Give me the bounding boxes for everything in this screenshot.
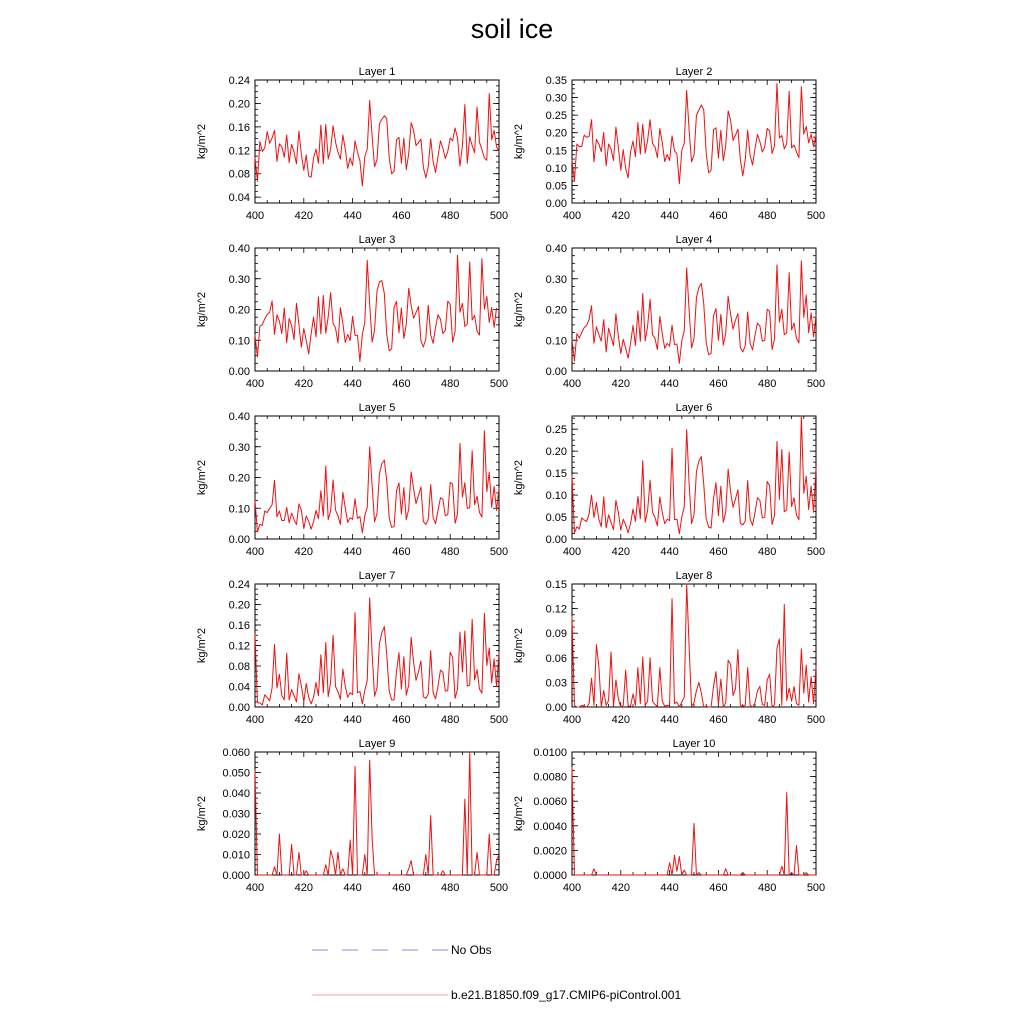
panel-9 — [196, 738, 508, 894]
y-axis-label: kg/m^2 — [513, 459, 525, 496]
panel-6 — [513, 402, 825, 558]
y-tick-label: 0.24 — [228, 579, 250, 591]
y-tick-label: 0.08 — [228, 168, 250, 181]
y-axis-label: kg/m^2 — [196, 291, 208, 328]
y-axis-label: kg/m^2 — [513, 795, 525, 832]
y-tick-label: 0.30 — [545, 273, 567, 286]
legend — [312, 943, 681, 1002]
x-tick-label: 440 — [660, 546, 679, 558]
x-tick-label: 400 — [562, 714, 582, 726]
y-tick-label: 0.00 — [545, 534, 567, 546]
panel-4 — [513, 234, 825, 390]
y-tick-label: 0.25 — [545, 110, 567, 123]
panel-title: Layer 9 — [358, 738, 396, 750]
y-tick-label: 0.10 — [228, 335, 250, 348]
x-tick-label: 500 — [806, 714, 826, 726]
x-tick-label: 400 — [562, 210, 582, 222]
x-tick-label: 400 — [562, 882, 582, 894]
panel-10 — [513, 738, 825, 894]
y-tick-label: 0.20 — [545, 127, 567, 140]
x-tick-label: 420 — [294, 882, 313, 894]
x-tick-label: 400 — [245, 378, 265, 390]
x-tick-label: 500 — [489, 714, 509, 726]
y-tick-label: 0.12 — [228, 145, 250, 158]
x-tick-label: 460 — [709, 210, 728, 222]
x-tick-label: 440 — [343, 882, 362, 894]
y-tick-label: 0.16 — [228, 620, 250, 632]
plot-frame — [572, 416, 816, 539]
y-tick-label: 0.20 — [545, 304, 567, 317]
plot-frame — [255, 248, 499, 371]
y-tick-label: 0.10 — [228, 503, 250, 516]
y-tick-label: 0.050 — [222, 767, 250, 780]
x-tick-label: 440 — [343, 546, 362, 558]
x-tick-label: 400 — [245, 882, 265, 894]
y-tick-label: 0.06 — [545, 652, 567, 665]
x-tick-label: 400 — [245, 546, 265, 558]
series-line — [572, 416, 816, 534]
plot-frame — [572, 80, 816, 203]
x-tick-label: 500 — [489, 378, 509, 390]
y-tick-label: 0.20 — [228, 599, 250, 612]
y-tick-label: 0.20 — [228, 472, 250, 485]
y-tick-label: 0.30 — [545, 92, 567, 105]
y-tick-label: 0.20 — [228, 98, 250, 111]
x-tick-label: 480 — [441, 210, 460, 222]
panel-7 — [196, 570, 508, 726]
y-tick-label: 0.060 — [222, 747, 250, 759]
x-tick-label: 440 — [343, 378, 362, 390]
x-tick-label: 480 — [441, 882, 460, 894]
x-tick-label: 460 — [709, 882, 728, 894]
x-tick-label: 420 — [611, 714, 630, 726]
y-axis-label: kg/m^2 — [196, 795, 208, 832]
x-tick-label: 420 — [611, 882, 630, 894]
y-axis-label: kg/m^2 — [513, 627, 525, 664]
y-tick-label: 0.20 — [545, 446, 567, 459]
x-tick-label: 420 — [294, 210, 313, 222]
y-tick-label: 0.0100 — [533, 747, 567, 759]
y-tick-label: 0.0040 — [533, 820, 567, 833]
y-tick-label: 0.40 — [228, 411, 250, 423]
x-tick-label: 460 — [392, 210, 411, 222]
panel-3 — [196, 234, 508, 390]
series-line — [572, 767, 816, 875]
x-tick-label: 500 — [806, 882, 826, 894]
y-tick-label: 0.12 — [545, 603, 567, 616]
y-tick-label: 0.0080 — [533, 771, 567, 784]
x-tick-label: 500 — [489, 546, 509, 558]
x-tick-label: 440 — [660, 210, 679, 222]
panel-title: Layer 1 — [358, 66, 396, 78]
y-axis-label: kg/m^2 — [196, 459, 208, 496]
y-tick-label: 0.0000 — [533, 870, 567, 882]
x-tick-label: 500 — [806, 546, 826, 558]
y-tick-label: 0.15 — [545, 579, 567, 591]
y-tick-label: 0.30 — [228, 273, 250, 286]
y-tick-label: 0.00 — [545, 198, 567, 210]
panel-title: Layer 10 — [672, 738, 716, 750]
panel-title: Layer 7 — [358, 570, 396, 582]
y-tick-label: 0.05 — [545, 512, 567, 525]
plot-frame — [255, 752, 499, 875]
y-tick-label: 0.15 — [545, 145, 567, 158]
x-tick-label: 480 — [441, 714, 460, 726]
y-tick-label: 0.040 — [222, 788, 250, 800]
x-tick-label: 500 — [489, 210, 509, 222]
plot-frame — [572, 752, 816, 875]
panel-1 — [196, 66, 508, 222]
y-tick-label: 0.030 — [222, 808, 250, 821]
x-tick-label: 420 — [294, 546, 313, 558]
x-tick-label: 440 — [660, 882, 679, 894]
y-tick-label: 0.03 — [545, 677, 567, 690]
panel-title: Layer 6 — [675, 402, 713, 414]
y-tick-label: 0.010 — [222, 849, 250, 862]
y-tick-label: 0.00 — [228, 534, 250, 546]
x-tick-label: 460 — [392, 882, 411, 894]
x-tick-label: 400 — [245, 714, 265, 726]
x-tick-label: 460 — [709, 714, 728, 726]
y-tick-label: 0.24 — [228, 75, 250, 87]
x-tick-label: 500 — [806, 210, 826, 222]
plot-frame — [255, 416, 499, 539]
x-tick-label: 480 — [758, 378, 777, 390]
y-tick-label: 0.15 — [545, 468, 567, 481]
y-tick-label: 0.05 — [545, 180, 567, 193]
y-tick-label: 0.09 — [545, 628, 567, 641]
x-tick-label: 480 — [758, 546, 777, 558]
y-axis-label: kg/m^2 — [513, 291, 525, 328]
panel-title: Layer 4 — [675, 234, 713, 246]
x-tick-label: 480 — [441, 378, 460, 390]
series-line — [255, 752, 499, 875]
y-tick-label: 0.04 — [228, 681, 250, 694]
y-tick-label: 0.00 — [228, 366, 250, 378]
y-tick-label: 0.10 — [545, 335, 567, 348]
series-line — [255, 598, 499, 705]
y-tick-label: 0.00 — [545, 366, 567, 378]
plot-frame — [572, 248, 816, 371]
x-tick-label: 440 — [660, 378, 679, 390]
series-line — [572, 84, 816, 184]
y-tick-label: 0.04 — [228, 192, 250, 205]
x-tick-label: 420 — [611, 546, 630, 558]
y-tick-label: 0.30 — [228, 441, 250, 454]
x-tick-label: 460 — [392, 714, 411, 726]
y-axis-label: kg/m^2 — [196, 627, 208, 664]
y-tick-label: 0.10 — [545, 490, 567, 503]
y-tick-label: 0.25 — [545, 424, 567, 437]
x-tick-label: 500 — [489, 882, 509, 894]
y-tick-label: 0.40 — [228, 243, 250, 255]
y-tick-label: 0.00 — [228, 702, 250, 714]
x-tick-label: 420 — [611, 210, 630, 222]
series-line — [255, 255, 497, 361]
x-tick-label: 400 — [562, 546, 582, 558]
figure-title: soil ice — [470, 14, 554, 44]
x-tick-label: 460 — [709, 546, 728, 558]
panel-title: Layer 5 — [358, 402, 396, 414]
y-tick-label: 0.20 — [228, 304, 250, 317]
x-tick-label: 480 — [758, 714, 777, 726]
series-line — [255, 431, 499, 533]
y-tick-label: 0.0020 — [533, 845, 567, 858]
x-tick-label: 460 — [392, 378, 411, 390]
y-tick-label: 0.40 — [545, 243, 567, 255]
series-line — [255, 93, 499, 186]
x-tick-label: 460 — [709, 378, 728, 390]
legend-no-obs-label: No Obs — [451, 943, 492, 957]
y-tick-label: 0.020 — [222, 829, 250, 841]
y-tick-label: 0.35 — [545, 75, 567, 87]
y-tick-label: 0.00 — [545, 702, 567, 714]
x-tick-label: 440 — [343, 714, 362, 726]
series-line — [572, 584, 816, 707]
panel-title: Layer 3 — [358, 234, 396, 246]
x-tick-label: 480 — [441, 546, 460, 558]
x-tick-label: 460 — [392, 546, 411, 558]
x-tick-label: 420 — [611, 378, 630, 390]
x-tick-label: 420 — [294, 714, 313, 726]
x-tick-label: 400 — [245, 210, 265, 222]
panel-8 — [513, 570, 825, 726]
y-tick-label: 0.16 — [228, 121, 250, 134]
legend-model-label: b.e21.B1850.f09_g17.CMIP6-piControl.001 — [451, 988, 682, 1002]
x-tick-label: 400 — [562, 378, 582, 390]
series-line — [572, 261, 816, 363]
panel-2 — [513, 66, 825, 222]
y-tick-label: 0.0060 — [533, 796, 567, 809]
y-tick-label: 0.08 — [228, 661, 250, 673]
x-tick-label: 440 — [343, 210, 362, 222]
x-tick-label: 480 — [758, 882, 777, 894]
y-tick-label: 0.10 — [545, 162, 567, 175]
y-tick-label: 0.000 — [222, 870, 250, 882]
x-tick-label: 440 — [660, 714, 679, 726]
y-axis-label: kg/m^2 — [196, 123, 208, 160]
x-tick-label: 500 — [806, 378, 826, 390]
y-tick-label: 0.12 — [228, 640, 250, 653]
panel-title: Layer 2 — [675, 66, 713, 78]
y-axis-label: kg/m^2 — [513, 123, 525, 160]
panel-title: Layer 8 — [675, 570, 713, 582]
x-tick-label: 480 — [758, 210, 777, 222]
x-tick-label: 420 — [294, 378, 313, 390]
panel-5 — [196, 402, 508, 558]
